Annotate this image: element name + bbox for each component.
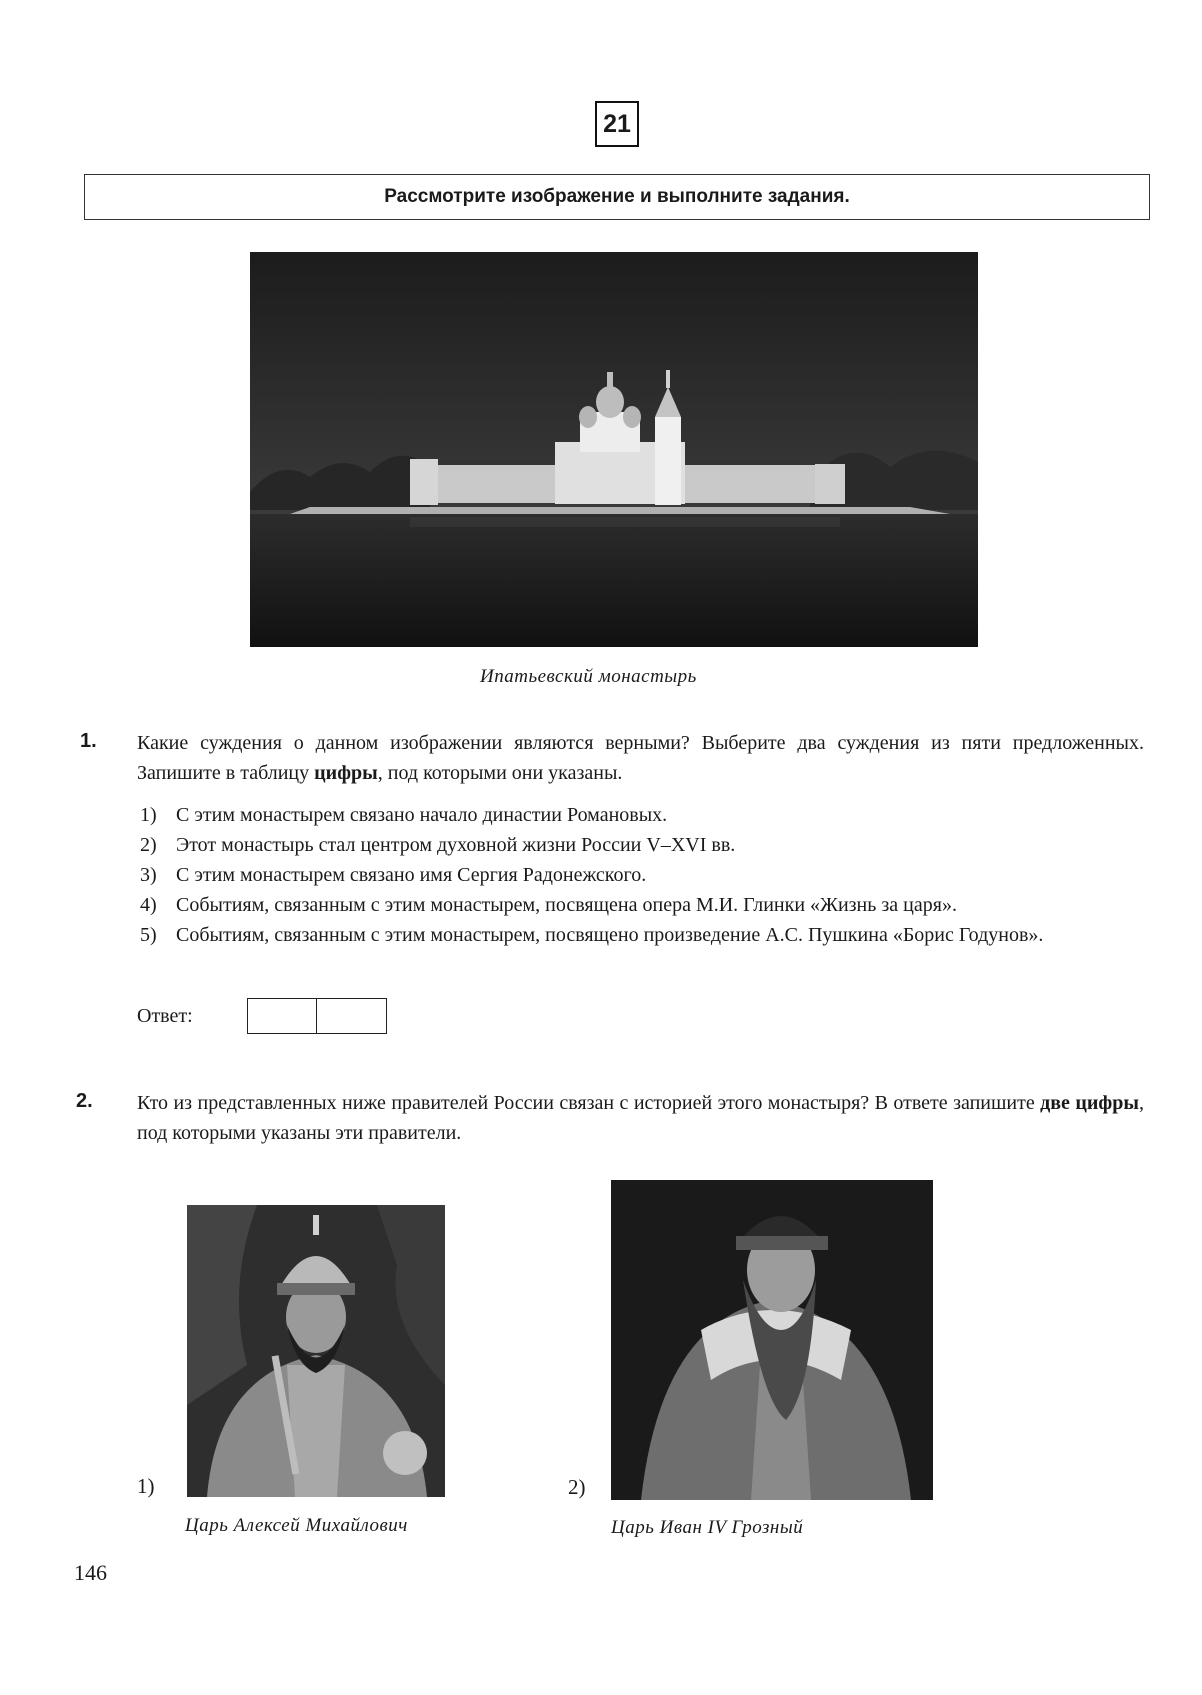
portrait-1-number: 1) — [137, 1474, 155, 1498]
option-text: С этим монастырем связано начало династии Романовых. — [176, 804, 668, 826]
portrait-alexei — [187, 1205, 445, 1497]
question-2-text-part: Кто из представленных ниже правителей России связан с историей этого монастыря? В ответе запишите — [137, 1092, 1041, 1114]
question-1-options — [140, 800, 1144, 950]
question-1-text-part: Какие суждения о данном изображении являются верными? Выберите два суждения из пяти предложенных. Запишите в таблицу — [137, 732, 1144, 784]
portrait-2-caption: Царь Иван IV Грозный — [611, 1517, 804, 1538]
task-number: 21 — [603, 109, 631, 138]
question-2-text — [137, 1088, 1144, 1148]
option-number: 3) — [140, 864, 157, 886]
option-number: 1) — [140, 804, 157, 826]
portrait-2-number: 2) — [568, 1475, 586, 1499]
question-1-text — [137, 728, 1144, 788]
option-2 — [140, 830, 1144, 860]
instruction-text: Рассмотрите изображение и выполните задания. — [384, 186, 850, 207]
option-text: Событиям, связанным с этим монастырем, посвящена опера М.И. Глинки «Жизнь за царя». — [176, 894, 957, 916]
option-1 — [140, 800, 1144, 830]
question-1-text-bold: цифры — [314, 762, 378, 784]
question-2-text-end: , под которыми указаны эти правители. — [137, 1092, 1144, 1144]
monastery-photo — [250, 252, 978, 647]
page-number: 146 — [74, 1560, 107, 1585]
option-5 — [140, 920, 1144, 950]
option-3 — [140, 860, 1144, 890]
answer-table — [247, 998, 387, 1034]
photo-caption: Ипатьевский монастырь — [480, 666, 697, 687]
option-4 — [140, 890, 1144, 920]
question-2-text-bold: две цифры — [1040, 1092, 1139, 1114]
task-number-box — [595, 101, 639, 147]
question-2-number: 2. — [76, 1090, 93, 1112]
question-1-text-end: , под которыми они указаны. — [377, 762, 623, 784]
option-number: 4) — [140, 894, 157, 916]
option-text: С этим монастырем связано имя Сергия Радонежского. — [176, 864, 647, 886]
option-number: 5) — [140, 924, 157, 946]
portrait-1-caption: Царь Алексей Михайлович — [185, 1515, 408, 1536]
portrait-ivan — [611, 1180, 933, 1500]
question-1-number: 1. — [80, 730, 97, 752]
answer-cell-2[interactable] — [317, 998, 387, 1034]
option-text: Этот монастырь стал центром духовной жизни России V–XVI вв. — [176, 834, 736, 856]
answer-cell-1[interactable] — [247, 998, 317, 1034]
answer-label: Ответ: — [137, 1005, 193, 1027]
instruction-box — [84, 174, 1150, 220]
option-number: 2) — [140, 834, 157, 856]
option-text: Событиям, связанным с этим монастырем, посвящено произведение А.С. Пушкина «Борис Годунов». — [176, 924, 1044, 946]
